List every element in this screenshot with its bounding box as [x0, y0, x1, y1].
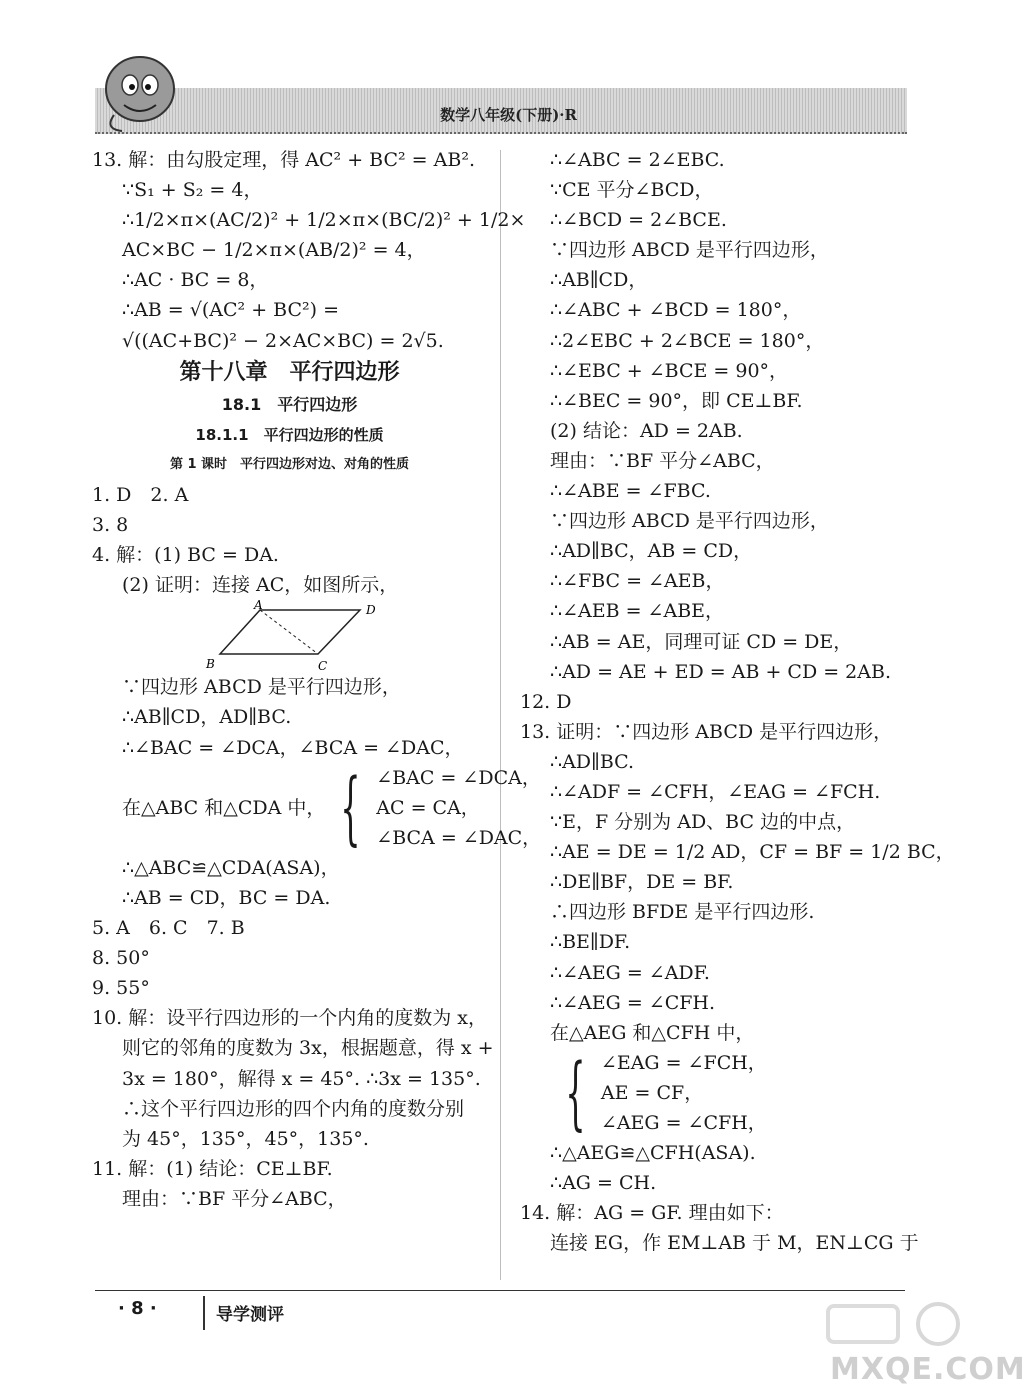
text-line: ∴这个平行四边形的四个内角的度数分别 — [122, 1097, 465, 1120]
text-line: 5. A 6. C 7. B — [92, 917, 245, 940]
text-line: ∴∠BCD = 2∠BCE. — [550, 209, 727, 232]
text-line: ∴∠EBC + ∠BCE = 90°， — [550, 359, 789, 382]
brace-system — [520, 1045, 920, 1139]
text-line: ∵四边形 ABCD 是平行四边形， — [550, 239, 829, 262]
text-line: 3. 8 — [92, 514, 129, 537]
text-line: ∴AD∥BC，AB = CD， — [550, 540, 753, 563]
section-heading1: 第十八章 平行四边形 — [179, 359, 400, 385]
text-line: ∴AB∥CD， — [550, 269, 648, 292]
text-line: AC×BC − 1/2×π×(AB/2)² = 4， — [122, 239, 426, 262]
parallelogram-shape — [220, 610, 360, 654]
text-line: ∵四边形 ABCD 是平行四边形， — [550, 510, 829, 533]
text-line: ∴∠AEB = ∠ABE， — [550, 600, 725, 623]
text-line: ∴DE∥BF，DE = BF. — [550, 871, 734, 894]
left-column — [92, 145, 542, 1214]
text-line: ∵四边形 ABCD 是平行四边形， — [122, 676, 401, 699]
page-number: · 8 · — [118, 1298, 157, 1319]
brace-system — [92, 760, 542, 854]
section-heading2: 18.1 平行四边形 — [221, 394, 358, 414]
text-line: ∴∠ABC + ∠BCD = 180°， — [550, 299, 802, 322]
text-line: ∴∠AEG = ∠CFH. — [550, 991, 716, 1014]
vertex-label: A — [254, 598, 263, 613]
text-line: ∴AB = AE，同理可证 CD = DE， — [550, 630, 853, 653]
header-title: 数学八年级(下册)·R — [440, 106, 577, 124]
parallelogram-diagram — [200, 600, 380, 672]
text-line: 理由：∵BF 平分∠ABC， — [550, 449, 775, 472]
text-line: ∴AE = DE = 1/2 AD，CF = BF = 1/2 BC， — [550, 841, 955, 864]
section-heading3: 18.1.1 平行四边形的性质 — [195, 425, 384, 444]
text-line: ∵CE 平分∠BCD， — [550, 179, 714, 202]
text-line: 1. D 2. A — [92, 483, 189, 506]
section-heading4: 第 1 课时 平行四边形对边、对角的性质 — [169, 456, 410, 472]
text-line: ∴1/2×π×(AC/2)² + 1/2×π×(BC/2)² + 1/2× — [122, 209, 526, 232]
footer-rule — [95, 1290, 905, 1291]
text-line: 14. 解：AG = GF. 理由如下： — [520, 1202, 784, 1225]
text-line: ∴AD = AE + ED = AB + CD = 2AB. — [550, 660, 891, 683]
brace-item: ∠EAG = ∠FCH， — [600, 1051, 767, 1074]
text-line: ∴∠ADF = ∠CFH，∠EAG = ∠FCH. — [550, 780, 881, 803]
text-line: 11. 解：(1) 结论：CE⊥BF. — [92, 1157, 333, 1180]
text-line: ∴AB = CD，BC = DA. — [122, 886, 331, 909]
footer-brand: 导学测评 — [216, 1305, 284, 1325]
diagonal-ac — [260, 610, 318, 654]
text-line: ∴∠FBC = ∠AEB， — [550, 570, 725, 593]
text-line: 13. 证明：∵四边形 ABCD 是平行四边形， — [520, 720, 893, 743]
page-header — [95, 88, 907, 134]
vertex-label: C — [318, 659, 328, 674]
watermark-text: MXQE.COM — [830, 1352, 1026, 1387]
text-line: ∴AB = √(AC² + BC²) = — [122, 299, 340, 322]
text-line: ∵E，F 分别为 AD、BC 边的中点， — [550, 811, 856, 834]
text-line: ∴△AEG≌△CFH(ASA). — [550, 1142, 756, 1165]
text-line: √((AC+BC)² − 2×AC×BC) = 2√5. — [122, 329, 444, 352]
text-line: (2) 证明：连接 AC，如图所示， — [122, 574, 399, 597]
text-line: 理由：∵BF 平分∠ABC， — [122, 1187, 347, 1210]
text-line: ∴∠ABC = 2∠EBC. — [550, 149, 725, 171]
vertex-label: B — [206, 657, 215, 672]
text-line: (2) 结论：AD = 2AB. — [550, 419, 743, 442]
brace-items — [376, 763, 541, 853]
left-brace: { — [340, 760, 362, 854]
vertex-label: D — [366, 603, 376, 618]
text-line: 13. 解：由勾股定理，得 AC² + BC² = AB². — [92, 149, 475, 171]
text-line: 在△AEG 和△CFH 中， — [550, 1021, 755, 1044]
brace-item: AC = CA， — [376, 796, 480, 819]
left-brace: { — [565, 1045, 586, 1139]
footer-separator — [203, 1296, 205, 1330]
text-line: ∴∠ABE = ∠FBC. — [550, 480, 711, 503]
text-line: ∴AB∥CD，AD∥BC. — [122, 706, 292, 729]
brace-item: AE = CF， — [600, 1081, 704, 1104]
column-divider — [500, 150, 501, 1280]
text-line: 9. 55° — [92, 977, 150, 1000]
text-line: 10. 解：设平行四边形的一个内角的度数为 x， — [92, 1007, 488, 1030]
text-line: ∵S₁ + S₂ = 4， — [122, 179, 263, 202]
text-line: ∴四边形 BFDE 是平行四边形. — [550, 901, 815, 924]
text-line: ∴BE∥DF. — [550, 931, 631, 954]
text-line: ∴∠BEC = 90°，即 CE⊥BF. — [550, 389, 803, 412]
brace-items — [601, 1048, 767, 1138]
text-line: 8. 50° — [92, 947, 150, 970]
text-line: ∴∠AEG = ∠ADF. — [550, 961, 710, 984]
brace-item: ∠AEG = ∠CFH， — [600, 1112, 767, 1134]
text-line: 为 45°，135°，45°，135°. — [122, 1127, 369, 1150]
text-line: ∴∠BAC = ∠DCA，∠BCA = ∠DAC， — [122, 736, 464, 759]
text-line: 12. D — [520, 690, 572, 713]
text-line: ∴AC · BC = 8， — [122, 269, 269, 292]
brace-item: ∠BAC = ∠DCA， — [376, 766, 541, 789]
text-line: ∴△ABC≌△CDA(ASA)， — [122, 856, 340, 879]
text-line: 3x = 180°，解得 x = 45°. ∴3x = 135°. — [122, 1067, 481, 1090]
brace-prefix: 在△ABC 和△CDA 中， — [122, 796, 326, 819]
text-line: 连接 EG，作 EM⊥AB 于 M，EN⊥CG 于 — [550, 1232, 919, 1255]
mascot-icon — [94, 45, 186, 137]
text-line: ∴2∠EBC + 2∠BCE = 180°， — [550, 329, 825, 352]
text-line: 4. 解：(1) BC = DA. — [92, 544, 279, 567]
text-line: 则它的邻角的度数为 3x，根据题意，得 x + — [122, 1037, 494, 1060]
text-line: ∴AD∥BC. — [550, 750, 635, 773]
text-line: ∴AG = CH. — [550, 1172, 657, 1195]
brace-item: ∠BCA = ∠DAC， — [376, 826, 542, 849]
right-column — [520, 145, 955, 1258]
parallelogram-figure — [92, 600, 487, 672]
